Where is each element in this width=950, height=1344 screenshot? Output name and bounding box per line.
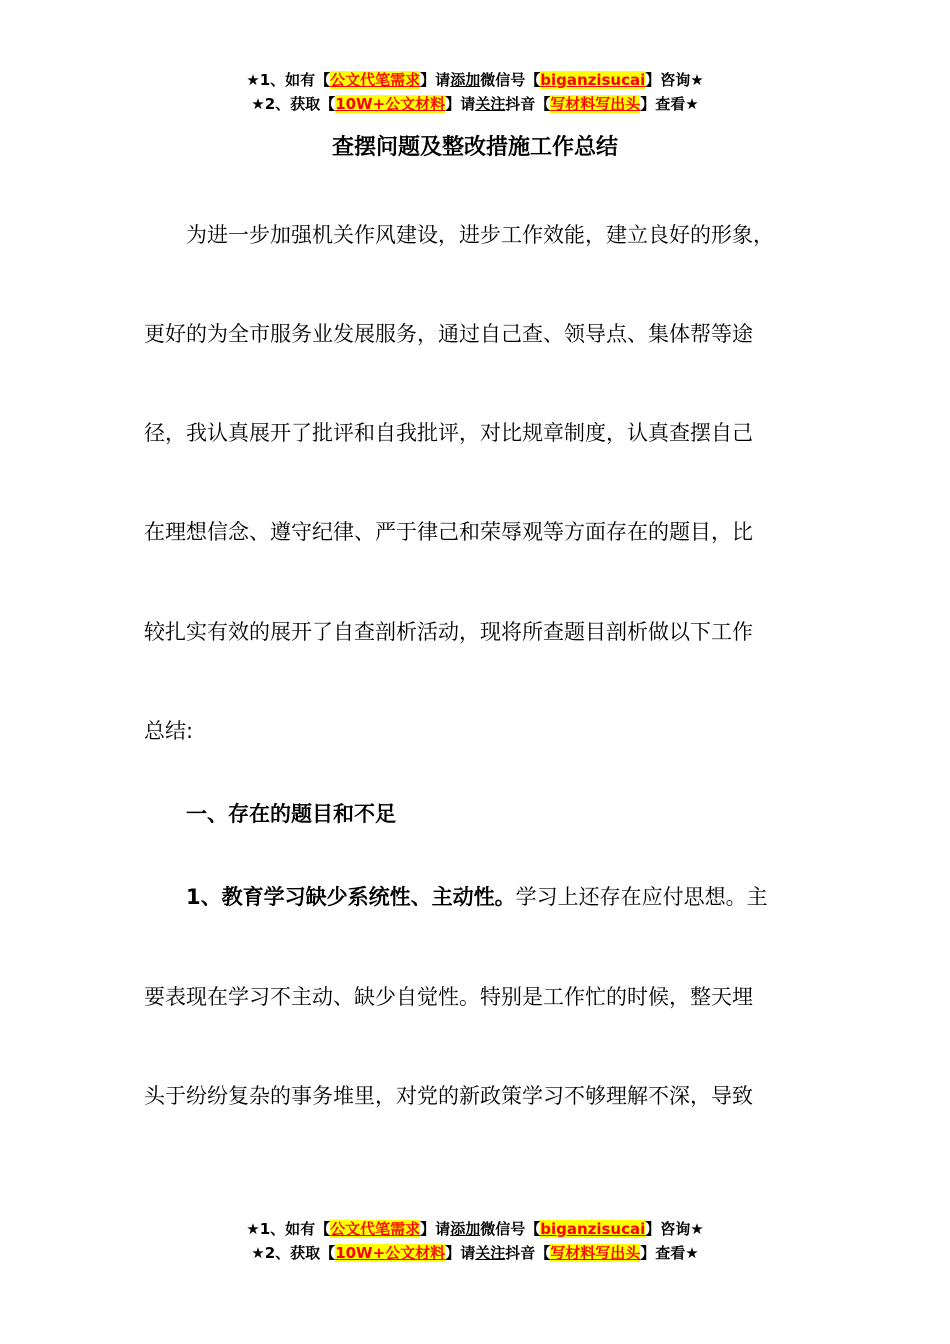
footer-banner (0, 1217, 950, 1265)
highlight-service: 公文代笔需求 (330, 71, 421, 89)
intro-line-2: 更好的为全市服务业发展服务，通过自己查、领导点、集体帮等途 (144, 322, 753, 346)
highlight-wechat-id: biganzisucai (540, 71, 646, 89)
banner-line-1: ★1、如有【公文代笔需求】请添加微信号【biganzisucai】咨询★ (246, 1220, 704, 1238)
item-1-heading: 1、教育学习缺少系统性、主动性。 (186, 885, 516, 909)
banner-line-1: ★1、如有【公文代笔需求】请添加微信号【biganzisucai】咨询★ (246, 71, 704, 89)
intro-line-1: 为进一步加强机关作风建设，进步工作效能，建立良好的形象， (186, 223, 774, 247)
item-1-line-1: 1、教育学习缺少系统性、主动性。学习上还存在应付思想。主 (186, 885, 768, 909)
banner-line-2: ★2、获取【10W+公文材料】请关注抖音【写材料写出头】查看★ (251, 95, 699, 113)
highlight-materials: 10W+公文材料 (335, 95, 446, 113)
banner-line-2: ★2、获取【10W+公文材料】请关注抖音【写材料写出头】查看★ (251, 1244, 699, 1262)
intro-line-5: 较扎实有效的展开了自查剖析活动，现将所查题目剖析做以下工作 (144, 620, 753, 644)
intro-line-4: 在理想信念、遵守纪律、严于律己和荣辱观等方面存在的题目，比 (144, 520, 753, 544)
header-banner (0, 68, 950, 116)
highlight-douyin: 写材料写出头 (550, 95, 641, 113)
highlight-wechat-id: biganzisucai (540, 1220, 646, 1238)
section-heading-1: 一、存在的题目和不足 (186, 802, 396, 826)
document-title: 查摆问题及整改措施工作总结 (331, 135, 618, 160)
highlight-douyin: 写材料写出头 (550, 1244, 641, 1262)
intro-line-6: 总结: (144, 719, 194, 743)
highlight-materials: 10W+公文材料 (335, 1244, 446, 1262)
item-1-line-2: 要表现在学习不主动、缺少自觉性。特别是工作忙的时候，整天埋 (144, 985, 753, 1009)
item-1-line-3: 头于纷纷复杂的事务堆里，对党的新政策学习不够理解不深，导致 (144, 1084, 753, 1108)
highlight-service: 公文代笔需求 (330, 1220, 421, 1238)
intro-line-3: 径，我认真展开了批评和自我批评，对比规章制度，认真查摆自己 (144, 421, 753, 445)
